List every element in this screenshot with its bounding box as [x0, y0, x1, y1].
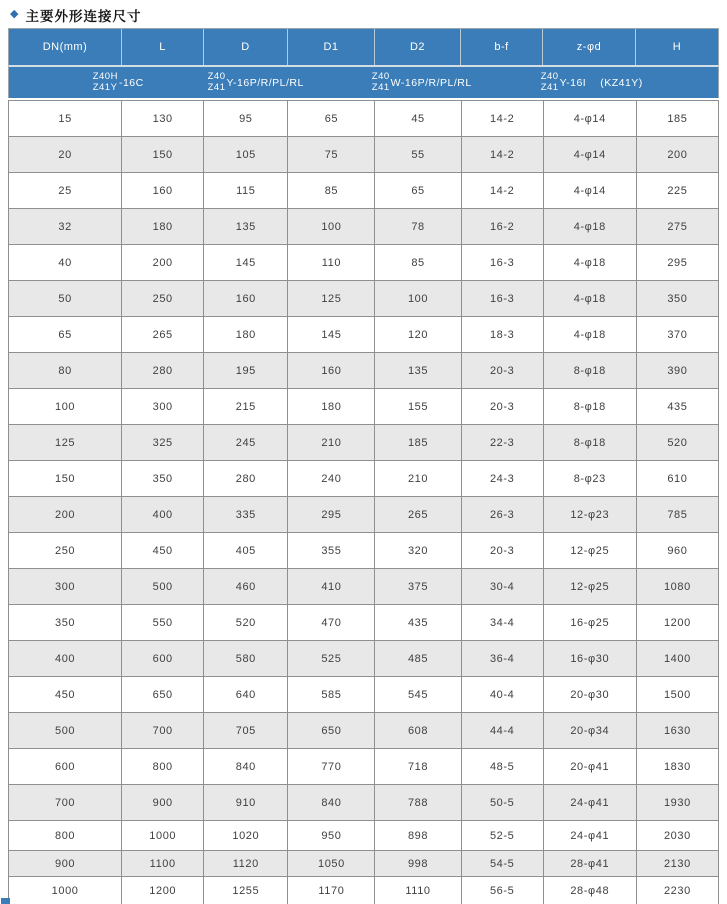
- table-cell: 44-4: [461, 713, 543, 749]
- table-cell: 300: [122, 389, 204, 425]
- table-row: [9, 641, 719, 677]
- table-cell: 400: [122, 497, 204, 533]
- table-cell: 20-3: [461, 533, 543, 569]
- table-cell: 355: [288, 533, 375, 569]
- table-cell: 56-5: [461, 877, 543, 904]
- table-cell: 75: [288, 137, 375, 173]
- table-cell: 1110: [375, 877, 461, 904]
- table-cell: 265: [122, 317, 204, 353]
- table-cell: 300: [9, 569, 122, 605]
- table-cell: 650: [288, 713, 375, 749]
- table-cell: 1200: [636, 605, 718, 641]
- table-cell: 25: [9, 173, 122, 209]
- model-code-stack: Z40H Z41Y: [92, 71, 118, 93]
- table-cell: 400: [9, 641, 122, 677]
- column-header-l: L: [122, 29, 204, 65]
- table-cell: 900: [9, 851, 122, 877]
- table-cell: 225: [636, 173, 718, 209]
- table-cell: 2230: [636, 877, 718, 904]
- table-row: [9, 497, 719, 533]
- next-section-bullet-partial: [1, 898, 10, 904]
- table-cell: 585: [288, 677, 375, 713]
- table-cell: 375: [375, 569, 461, 605]
- table-cell: 95: [204, 101, 288, 137]
- column-header-d2: D2: [375, 29, 461, 65]
- table-cell: 185: [375, 425, 461, 461]
- table-row: [9, 425, 719, 461]
- table-cell: 245: [204, 425, 288, 461]
- model-label-4: Z40 Z41 Y-16I (KZ41Y): [540, 71, 643, 93]
- model-label-3: Z40 Z41 W-16P/R/PL/RL: [371, 71, 472, 93]
- table-cell: 4-φ14: [543, 173, 636, 209]
- column-header-h: H: [672, 41, 682, 53]
- table-cell: 900: [122, 785, 204, 821]
- table-cell: 435: [636, 389, 718, 425]
- table-cell: 4-φ18: [543, 245, 636, 281]
- table-cell: 960: [636, 533, 718, 569]
- table-cell: 705: [204, 713, 288, 749]
- table-cell: 350: [122, 461, 204, 497]
- table-cell: 1000: [122, 821, 204, 851]
- table-cell: 105: [204, 137, 288, 173]
- table-cell: 16-3: [461, 245, 543, 281]
- model-header-row: [8, 65, 719, 98]
- table-cell: 210: [375, 461, 461, 497]
- column-header-d1: D1: [288, 29, 375, 65]
- table-cell: 1100: [122, 851, 204, 877]
- table-cell: 410: [288, 569, 375, 605]
- table-cell: 580: [204, 641, 288, 677]
- table-cell: 800: [9, 821, 122, 851]
- table-body: [9, 101, 719, 904]
- table-cell: 470: [288, 605, 375, 641]
- model-label-1: Z40H Z41Y -16C: [92, 71, 144, 93]
- table-cell: 8-φ18: [543, 353, 636, 389]
- table-cell: 145: [204, 245, 288, 281]
- table-cell: 50: [9, 281, 122, 317]
- table-cell: 600: [122, 641, 204, 677]
- table-cell: 1050: [288, 851, 375, 877]
- table-cell: 500: [9, 713, 122, 749]
- table-cell: 215: [204, 389, 288, 425]
- table-cell: 335: [204, 497, 288, 533]
- table-row: [9, 317, 719, 353]
- dimension-data-grid: [8, 100, 719, 904]
- table-cell: 100: [375, 281, 461, 317]
- table-cell: 80: [9, 353, 122, 389]
- table-cell: 250: [122, 281, 204, 317]
- table-cell: 910: [204, 785, 288, 821]
- table-cell: 145: [288, 317, 375, 353]
- table-cell: 65: [375, 173, 461, 209]
- table-cell: 30-4: [461, 569, 543, 605]
- table-row: [9, 785, 719, 821]
- table-cell: 28-φ41: [543, 851, 636, 877]
- table-cell: 12-φ23: [543, 497, 636, 533]
- table-cell: 195: [204, 353, 288, 389]
- table-cell: 14-2: [461, 173, 543, 209]
- table-cell: 788: [375, 785, 461, 821]
- model-label-2: Z40 Z41 Y-16P/R/PL/RL: [207, 71, 304, 93]
- table-row: [9, 877, 719, 904]
- table-cell: 14-2: [461, 101, 543, 137]
- table-cell: 16-φ30: [543, 641, 636, 677]
- table-cell: 460: [204, 569, 288, 605]
- table-row: [9, 851, 719, 877]
- table-row: [9, 569, 719, 605]
- section-title-bar: [0, 0, 727, 24]
- table-cell: 1400: [636, 641, 718, 677]
- table-cell: 770: [288, 749, 375, 785]
- table-cell: 500: [122, 569, 204, 605]
- table-cell: 32: [9, 209, 122, 245]
- table-cell: 45: [375, 101, 461, 137]
- table-cell: 545: [375, 677, 461, 713]
- table-cell: 4-φ18: [543, 317, 636, 353]
- table-cell: 78: [375, 209, 461, 245]
- table-cell: 608: [375, 713, 461, 749]
- table-cell: 4-φ18: [543, 209, 636, 245]
- table-cell: 100: [288, 209, 375, 245]
- page-title: 主要外形连接尺寸: [25, 8, 142, 24]
- table-cell: 650: [122, 677, 204, 713]
- table-cell: 16-2: [461, 209, 543, 245]
- table-cell: 115: [204, 173, 288, 209]
- table-cell: 295: [288, 497, 375, 533]
- table-cell: 485: [375, 641, 461, 677]
- table-cell: 180: [288, 389, 375, 425]
- table-cell: 40: [9, 245, 122, 281]
- table-row: [9, 353, 719, 389]
- table-cell: 120: [375, 317, 461, 353]
- table-cell: 1080: [636, 569, 718, 605]
- table-header-row: [8, 28, 719, 65]
- table-cell: 525: [288, 641, 375, 677]
- table-row: [9, 389, 719, 425]
- table-row: [9, 713, 719, 749]
- table-row: [9, 461, 719, 497]
- table-row: [9, 173, 719, 209]
- table-cell: 160: [288, 353, 375, 389]
- table-cell: 4-φ14: [543, 101, 636, 137]
- table-row: [9, 677, 719, 713]
- table-cell: 210: [288, 425, 375, 461]
- dimensions-table: [8, 28, 719, 904]
- table-cell: 200: [636, 137, 718, 173]
- model-code-stack: Z40 Z41: [207, 71, 226, 93]
- table-cell: 200: [9, 497, 122, 533]
- table-cell: 160: [122, 173, 204, 209]
- table-cell: 180: [204, 317, 288, 353]
- table-cell: 1020: [204, 821, 288, 851]
- table-cell: 85: [288, 173, 375, 209]
- table-cell: 1500: [636, 677, 718, 713]
- table-cell: 800: [122, 749, 204, 785]
- table-cell: 390: [636, 353, 718, 389]
- table-cell: 52-5: [461, 821, 543, 851]
- table-cell: 18-3: [461, 317, 543, 353]
- table-cell: 700: [9, 785, 122, 821]
- table-cell: 950: [288, 821, 375, 851]
- table-cell: 700: [122, 713, 204, 749]
- diamond-bullet-icon: ◆: [10, 8, 19, 20]
- table-cell: 150: [9, 461, 122, 497]
- column-header-zd: z-φd: [543, 29, 636, 65]
- table-cell: 20-φ34: [543, 713, 636, 749]
- table-cell: 320: [375, 533, 461, 569]
- table-row: [9, 101, 719, 137]
- table-cell: 280: [204, 461, 288, 497]
- table-cell: 1170: [288, 877, 375, 904]
- table-cell: 160: [204, 281, 288, 317]
- table-cell: 8-φ18: [543, 389, 636, 425]
- table-cell: 600: [9, 749, 122, 785]
- table-cell: 610: [636, 461, 718, 497]
- table-cell: 85: [375, 245, 461, 281]
- table-cell: 55: [375, 137, 461, 173]
- table-cell: 185: [636, 101, 718, 137]
- table-cell: 350: [9, 605, 122, 641]
- table-cell: 110: [288, 245, 375, 281]
- table-cell: 22-3: [461, 425, 543, 461]
- table-cell: 1200: [122, 877, 204, 904]
- table-cell: 180: [122, 209, 204, 245]
- table-cell: 200: [122, 245, 204, 281]
- table-cell: 20-3: [461, 389, 543, 425]
- table-cell: 48-5: [461, 749, 543, 785]
- table-cell: 370: [636, 317, 718, 353]
- table-row: [9, 209, 719, 245]
- table-row: [9, 533, 719, 569]
- table-cell: 50-5: [461, 785, 543, 821]
- table-cell: 325: [122, 425, 204, 461]
- table-cell: 1630: [636, 713, 718, 749]
- table-row: [9, 821, 719, 851]
- table-cell: 24-3: [461, 461, 543, 497]
- table-cell: 130: [122, 101, 204, 137]
- table-cell: 24-φ41: [543, 821, 636, 851]
- table-cell: 640: [204, 677, 288, 713]
- table-cell: 20-3: [461, 353, 543, 389]
- table-cell: 34-4: [461, 605, 543, 641]
- table-cell: 15: [9, 101, 122, 137]
- table-cell: 2130: [636, 851, 718, 877]
- table-cell: 125: [288, 281, 375, 317]
- table-cell: 898: [375, 821, 461, 851]
- table-cell: 8-φ18: [543, 425, 636, 461]
- table-cell: 26-3: [461, 497, 543, 533]
- table-cell: 840: [288, 785, 375, 821]
- table-cell: 4-φ14: [543, 137, 636, 173]
- table-cell: 275: [636, 209, 718, 245]
- table-cell: 265: [375, 497, 461, 533]
- column-header-bf: b-f: [461, 29, 543, 65]
- table-cell: 718: [375, 749, 461, 785]
- table-cell: 12-φ25: [543, 569, 636, 605]
- table-cell: 24-φ41: [543, 785, 636, 821]
- table-cell: 1120: [204, 851, 288, 877]
- table-cell: 550: [122, 605, 204, 641]
- table-cell: 405: [204, 533, 288, 569]
- table-cell: 54-5: [461, 851, 543, 877]
- table-cell: 998: [375, 851, 461, 877]
- table-cell: 295: [636, 245, 718, 281]
- table-cell: 1000: [9, 877, 122, 904]
- table-cell: 840: [204, 749, 288, 785]
- table-cell: 1830: [636, 749, 718, 785]
- table-cell: 350: [636, 281, 718, 317]
- table-cell: 14-2: [461, 137, 543, 173]
- table-cell: 1255: [204, 877, 288, 904]
- table-cell: 435: [375, 605, 461, 641]
- table-cell: 65: [9, 317, 122, 353]
- column-header-dn: DN(mm): [9, 29, 122, 65]
- table-cell: 135: [204, 209, 288, 245]
- table-cell: 450: [122, 533, 204, 569]
- table-cell: 520: [636, 425, 718, 461]
- table-cell: 40-4: [461, 677, 543, 713]
- model-code-stack: Z40 Z41: [371, 71, 390, 93]
- table-cell: 100: [9, 389, 122, 425]
- table-cell: 1930: [636, 785, 718, 821]
- table-cell: 150: [122, 137, 204, 173]
- table-cell: 8-φ23: [543, 461, 636, 497]
- model-code-stack: Z40 Z41: [540, 71, 559, 93]
- table-row: [9, 281, 719, 317]
- table-row: [9, 605, 719, 641]
- table-cell: 785: [636, 497, 718, 533]
- table-cell: 135: [375, 353, 461, 389]
- table-row: [9, 137, 719, 173]
- table-row: [9, 245, 719, 281]
- table-cell: 2030: [636, 821, 718, 851]
- table-cell: 250: [9, 533, 122, 569]
- table-cell: 280: [122, 353, 204, 389]
- table-cell: 16-3: [461, 281, 543, 317]
- table-cell: 20: [9, 137, 122, 173]
- column-header-d: D: [204, 29, 288, 65]
- table-cell: 4-φ18: [543, 281, 636, 317]
- table-cell: 450: [9, 677, 122, 713]
- table-row: [9, 749, 719, 785]
- table-cell: 520: [204, 605, 288, 641]
- table-cell: 155: [375, 389, 461, 425]
- table-cell: 36-4: [461, 641, 543, 677]
- table-cell: 240: [288, 461, 375, 497]
- table-cell: 16-φ25: [543, 605, 636, 641]
- table-cell: 28-φ48: [543, 877, 636, 904]
- table-cell: 20-φ30: [543, 677, 636, 713]
- table-cell: 125: [9, 425, 122, 461]
- table-cell: 12-φ25: [543, 533, 636, 569]
- table-cell: 65: [288, 101, 375, 137]
- table-cell: 20-φ41: [543, 749, 636, 785]
